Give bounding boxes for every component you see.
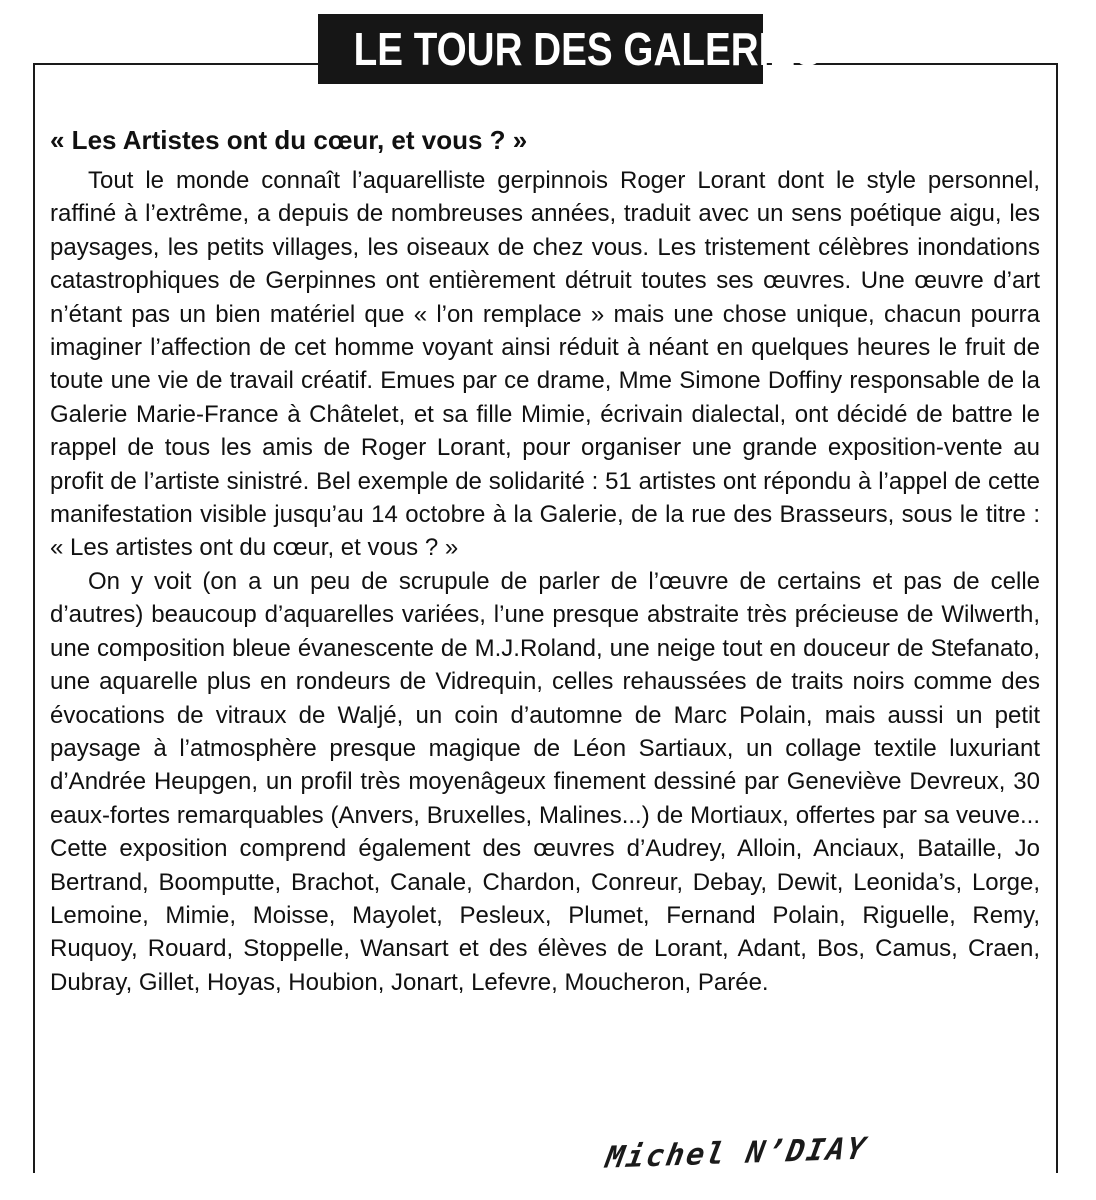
article-paragraph-1: Tout le monde connaît l’aquarelliste gerpinnois Roger Lorant dont le style personnel, raffiné à l’extrême, a depuis de nombreuses années, traduit avec un sens poétique aigu, les paysages, les petits villages, les oiseaux de chez vous. Les tristement célèbres inondations catastrophiques de Gerpinnes ont entièrement détruit toutes ses œuvres. Une œuvre d’art n’étant pas un bien matériel que « l’on remplace » mais une chose unique, chacun pourra imaginer l’affection de cet homme voyant ainsi réduit à néant en quelques heures le fruit de toute une vie de travail créatif. Emues par ce drame, Mme Simone Doffiny responsable de la Galerie Marie-France à Châtelet, et sa fille Mimie, écrivain dialectal, ont décidé de battre le rappel de tous les amis de Roger Lorant, pour organiser une grande exposition-vente au profit de l’artiste sinistré. Bel exemple de solidarité : 51 artistes ont répondu à l’appel de cette manifestation visible jusqu’au 14 octobre à la Galerie, de la rue des Brasseurs, sous le titre : « Les artistes ont du cœur, et vous ? » [50, 167, 1040, 562]
section-title: LE TOUR DES GALERIES [353, 23, 821, 75]
article-headline: « Les Artistes ont du cœur, et vous ? » [50, 125, 528, 155]
article-body [50, 120, 1040, 999]
article-paragraph-2: On y voit (on a un peu de scrupule de parler de l’œuvre de certains et pas de celle d’autres) beaucoup d’aquarelles variées, l’une presque abstraite très précieuse de Wilwerth, une composition bleue évanescente de M.J.Roland, une neige tout en douceur de Stefanato, une aquarelle plus en rondeurs de Vidrequin, celles rehaussées de traits noirs comme des évocations de vitraux de Waljé, un coin d’automne de Marc Polain, mais aussi un petit paysage à l’atmosphère presque magique de Léon Sartiaux, un collage textile luxuriant d’Andrée Heupgen, un profil très moyenâgeux finement dessiné par Geneviève Devreux, 30 eaux-fortes remarquables (Anvers, Bruxelles, Malines...) de Mortiaux, offertes par sa veuve... Cette exposition comprend également des œuvres d’Audrey, Alloin, Anciaux, Bataille, Jo Bertrand, Boomputte, Brachot, Canale, Chardon, Conreur, Debay, Dewit, Leonida’s, Lorge, Lemoine, Mimie, Moisse, Mayolet, Pesleux, Plumet, Fernand Polain, Riguelle, Remy, Ruquoy, Rouard, Stoppelle, Wansart et des élèves de Lorant, Adant, Bos, Camus, Craen, Dubray, Gillet, Hoyas, Houbion, Jonart, Lefevre, Moucheron, Parée. [50, 567, 1040, 996]
author-signature: Michel N’DIAY [602, 1131, 870, 1176]
section-banner [318, 14, 821, 84]
